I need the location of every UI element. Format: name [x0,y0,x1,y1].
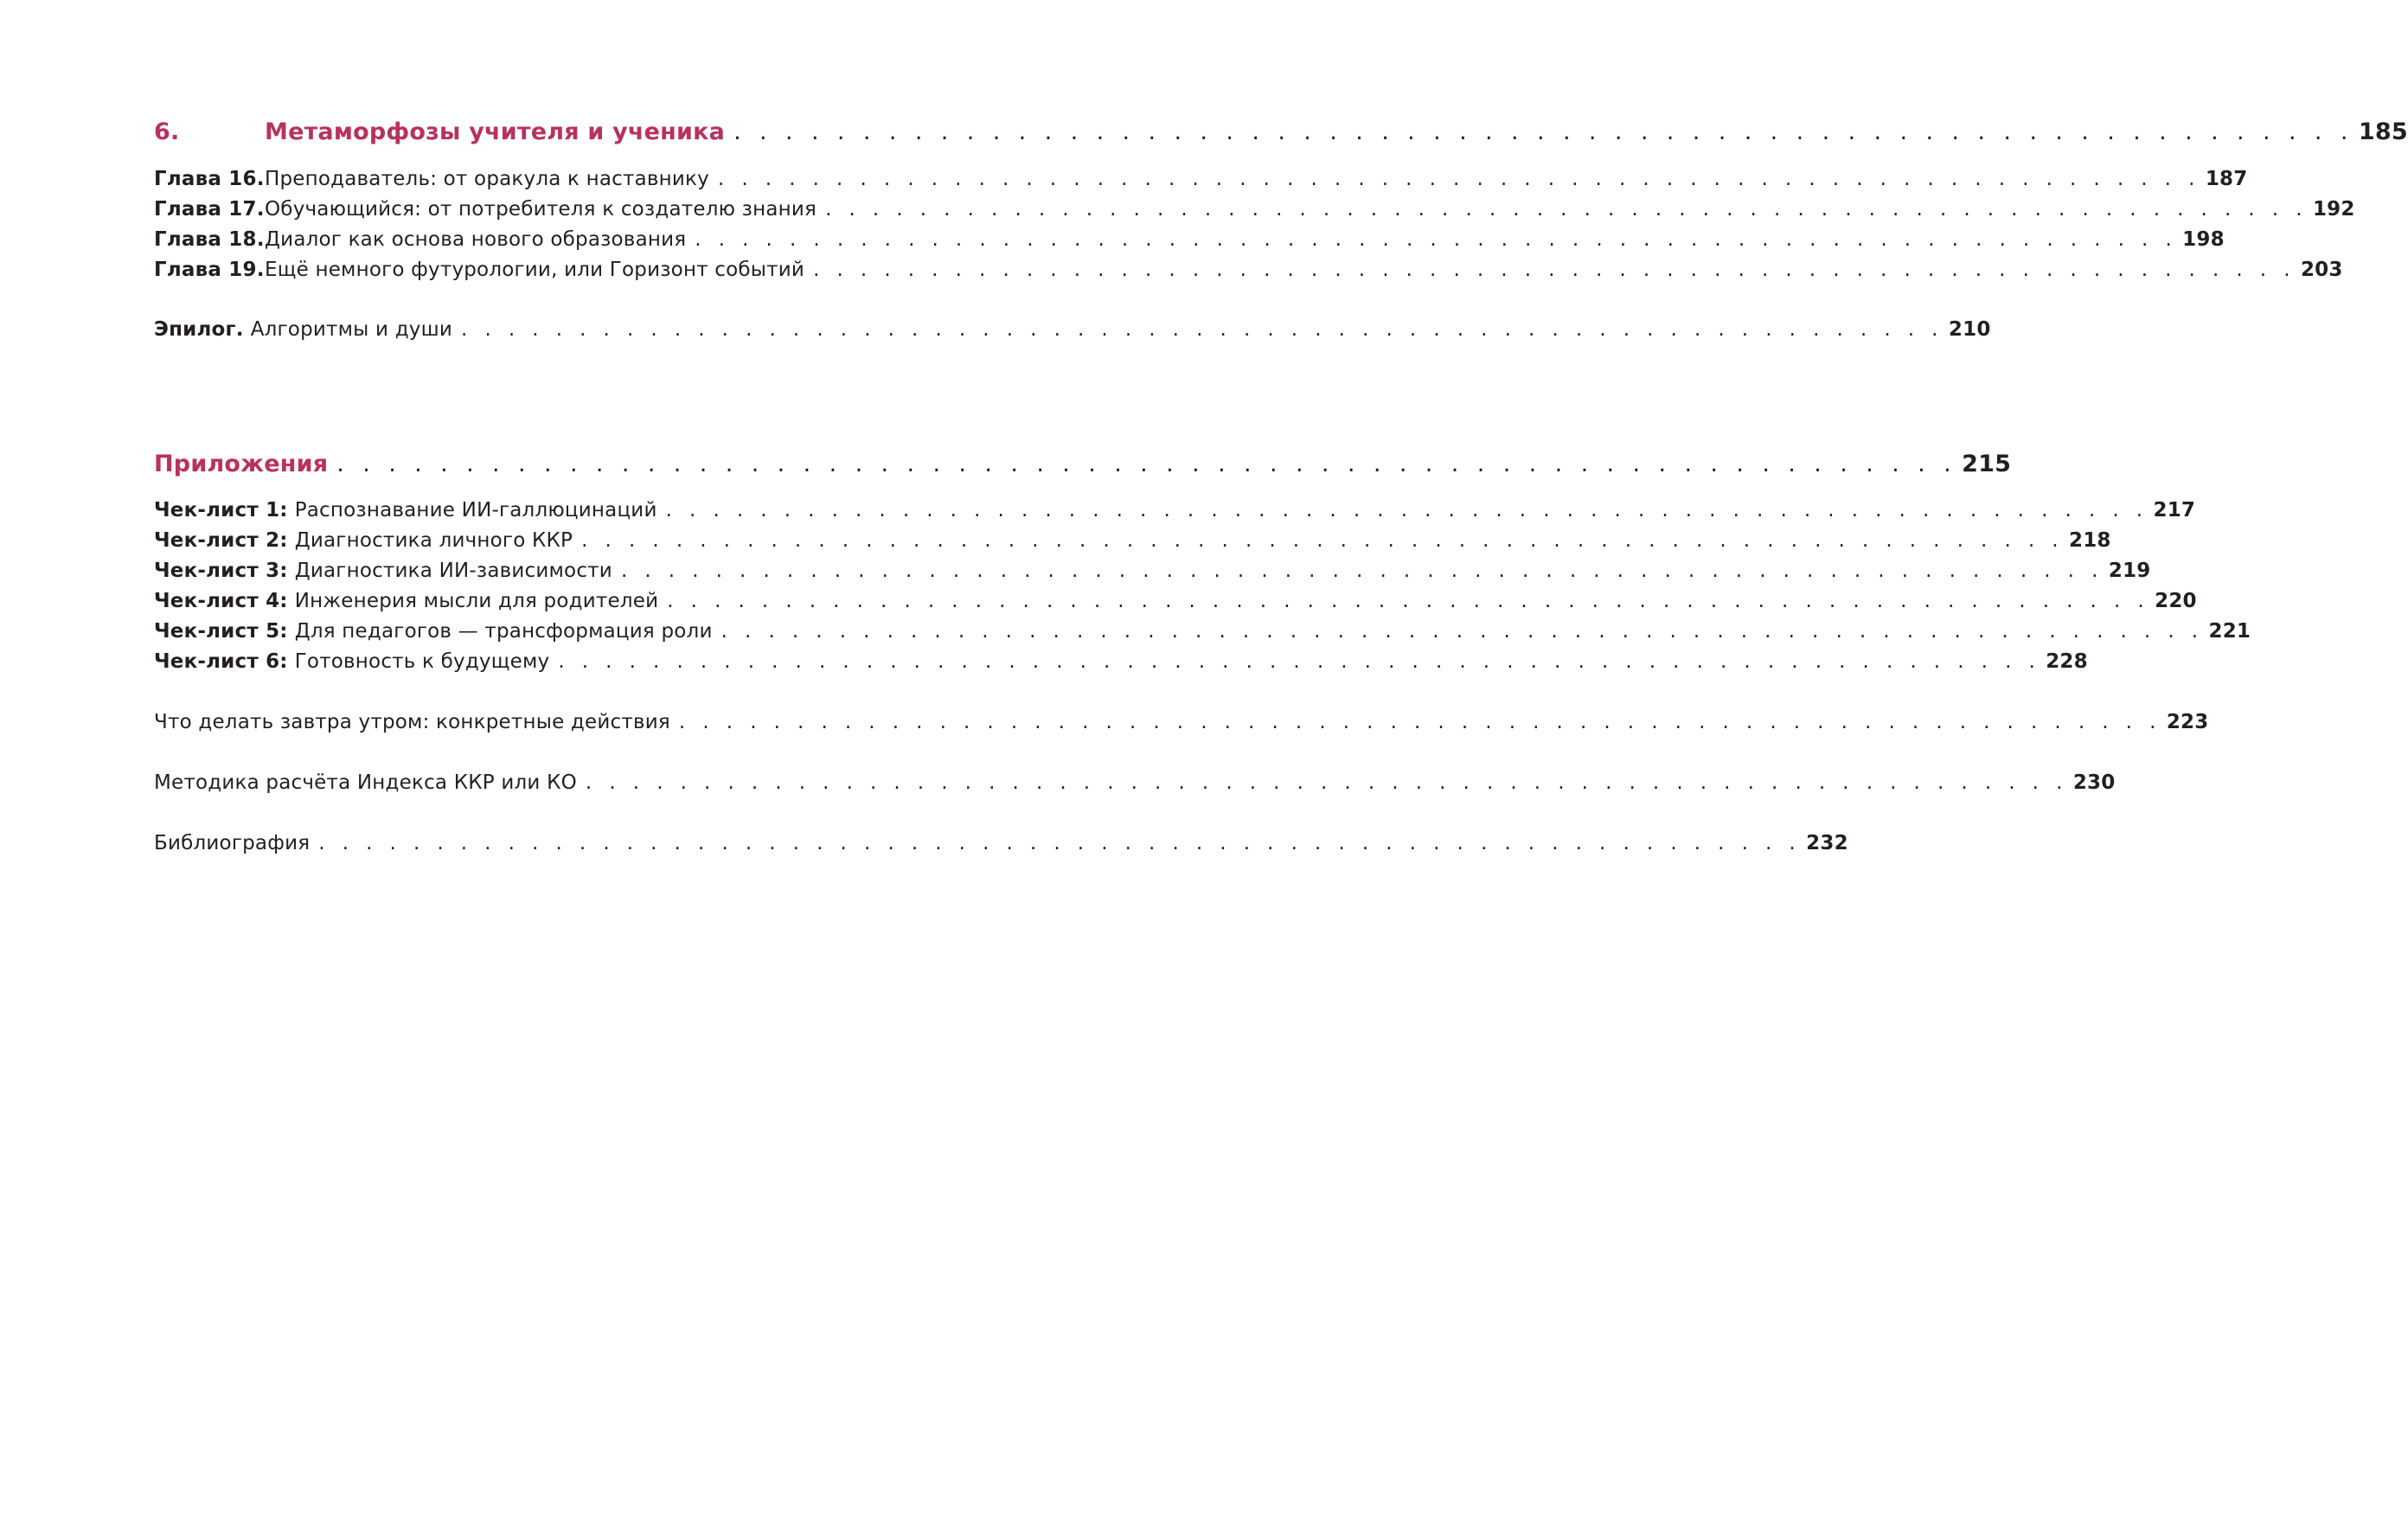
leader-dots: . . . . . . . . . . . . . . . . . . . . . . . . . . . . . . . . . . . . . . . . . . . . . . . . . . . . . . . . . . . . . . . [667,590,2150,612]
chapter-prefix: Глава 19. [154,259,265,281]
epilogue-title: Алгоритмы и души [250,318,453,341]
page-number: 218 [2069,529,2111,552]
section-number: 6. [154,118,180,145]
checklist-title: Готовность к будущему [294,650,550,673]
checklist-prefix: Чек-лист 4: [154,590,288,612]
entry-title: Что делать завтра утром: конкретные действия [154,711,670,733]
page-number: 215 [1962,451,2012,477]
section-title: Метаморфозы учителя и ученика [265,118,726,145]
chapter-prefix: Глава 16. [154,168,265,190]
toc-section-6[interactable] [154,118,2408,147]
checklist-title: Для педагогов — трансформация роли [294,620,713,643]
page-number: 219 [2108,560,2151,582]
chapter-prefix: Глава 17. [154,198,265,221]
toc-checklist[interactable] [154,526,2111,555]
leader-dots: . . . . . . . . . . . . . . . . . . . . . . . . . . . . . . . . . . . . . . . . . . . . . . . . . . . . . . . . . . . . . . . [581,529,2065,552]
page-number: 228 [2046,650,2088,673]
entry-title: Библиография [154,832,311,854]
page-number: 232 [1806,832,1848,854]
leader-dots: . . . . . . . . . . . . . . . . . . . . . . . . . . . . . . . . . . . . . . . . . . . . . . . . . . . . . . . . . . . . . . . [720,620,2204,643]
toc-entry[interactable] [154,768,2116,797]
checklist-prefix: Чек-лист 1: [154,499,288,522]
leader-dots: . . . . . . . . . . . . . . . . . . . . . . . . . . . . . . . . . . . . . . . . . . . . . . . . . . . . . . . . . . . . . . . [717,168,2200,190]
page-number: 198 [2182,228,2225,251]
chapter-prefix: Глава 18. [154,228,265,251]
toc-checklist[interactable] [154,556,2151,586]
toc-checklist[interactable] [154,496,2196,525]
chapter-title: Преподаватель: от оракула к наставнику [265,168,709,190]
checklist-prefix: Чек-лист 6: [154,650,288,673]
page-number: 230 [2072,771,2116,794]
checklist-prefix: Чек-лист 2: [154,529,288,552]
leader-dots: . . . . . . . . . . . . . . . . . . . . . . . . . . . . . . . . . . . . . . . . . . . . . . . . . . . . . . . . . . . . . . . [558,650,2041,673]
toc-chapter[interactable] [154,164,2248,194]
toc-chapter[interactable] [154,195,2355,224]
page-number: 210 [1948,318,1991,341]
leader-dots: . . . . . . . . . . . . . . . . . . . . . . . . . . . . . . . . . . . . . . . . . . . . . . . . . . . . . . . . . . . . . . . [825,198,2308,221]
toc-appendix-heading[interactable] [154,450,2012,479]
toc-entry[interactable] [154,829,1848,858]
toc-chapter[interactable] [154,255,2343,285]
page-number: 221 [2208,620,2251,643]
leader-dots: . . . . . . . . . . . . . . . . . . . . . . . . . . . . . . . . . . . . . . . . . . . . . . . . . . . . . . . . . . . . . . . [336,451,1957,477]
chapter-title: Диалог как основа нового образования [265,228,687,251]
toc-epilogue[interactable] [154,315,1991,344]
checklist-title: Инженерия мысли для родителей [294,590,659,612]
page-number: 203 [2300,259,2343,281]
leader-dots: . . . . . . . . . . . . . . . . . . . . . . . . . . . . . . . . . . . . . . . . . . . . . . . . . . . . . . . . . . . . . . . [813,259,2296,281]
leader-dots: . . . . . . . . . . . . . . . . . . . . . . . . . . . . . . . . . . . . . . . . . . . . . . . . . . . . . . . . . . . . . . . [695,228,2178,251]
leader-dots: . . . . . . . . . . . . . . . . . . . . . . . . . . . . . . . . . . . . . . . . . . . . . . . . . . . . . . . . . . . . . . . [585,771,2068,794]
page-number: 220 [2155,590,2197,612]
leader-dots: . . . . . . . . . . . . . . . . . . . . . . . . . . . . . . . . . . . . . . . . . . . . . . . . . . . . . . . . . . . . . . . [665,499,2149,522]
checklist-prefix: Чек-лист 5: [154,620,288,643]
leader-dots: . . . . . . . . . . . . . . . . . . . . . . . . . . . . . . . . . . . . . . . . . . . . . . . . . . . . . . . . . . . . . . . [318,832,1802,854]
chapter-title: Обучающийся: от потребителя к создателю знания [265,198,817,221]
leader-dots: . . . . . . . . . . . . . . . . . . . . . . . . . . . . . . . . . . . . . . . . . . . . . . . . . . . . . . . . . . . . . . . [733,118,2354,145]
epilogue-prefix: Эпилог. [154,318,244,341]
page-number: 185 [2358,118,2408,145]
page-number: 187 [2205,168,2248,190]
leader-dots: . . . . . . . . . . . . . . . . . . . . . . . . . . . . . . . . . . . . . . . . . . . . . . . . . . . . . . . . . . . . . . . [461,318,1944,341]
entry-title: Методика расчёта Индекса ККР или КО [154,771,577,794]
toc-checklist[interactable] [154,586,2197,616]
leader-dots: . . . . . . . . . . . . . . . . . . . . . . . . . . . . . . . . . . . . . . . . . . . . . . . . . . . . . . . . . . . . . . . [678,711,2161,733]
toc-checklist[interactable] [154,617,2251,646]
chapter-title: Ещё немного футурологии, или Горизонт событий [265,259,805,281]
page-number: 223 [2166,711,2209,733]
appendix-title: Приложения [154,451,329,477]
checklist-prefix: Чек-лист 3: [154,560,288,582]
toc-checklist[interactable] [154,647,2088,676]
toc-chapter[interactable] [154,225,2225,254]
leader-dots: . . . . . . . . . . . . . . . . . . . . . . . . . . . . . . . . . . . . . . . . . . . . . . . . . . . . . . . . . . . . . . . [620,560,2104,582]
toc-entry[interactable] [154,707,2209,737]
checklist-title: Распознавание ИИ-галлюцинаций [294,499,657,522]
checklist-title: Диагностика личного ККР [294,529,573,552]
checklist-title: Диагностика ИИ-зависимости [294,560,612,582]
page-number: 217 [2153,499,2196,522]
page-number: 192 [2312,198,2355,221]
